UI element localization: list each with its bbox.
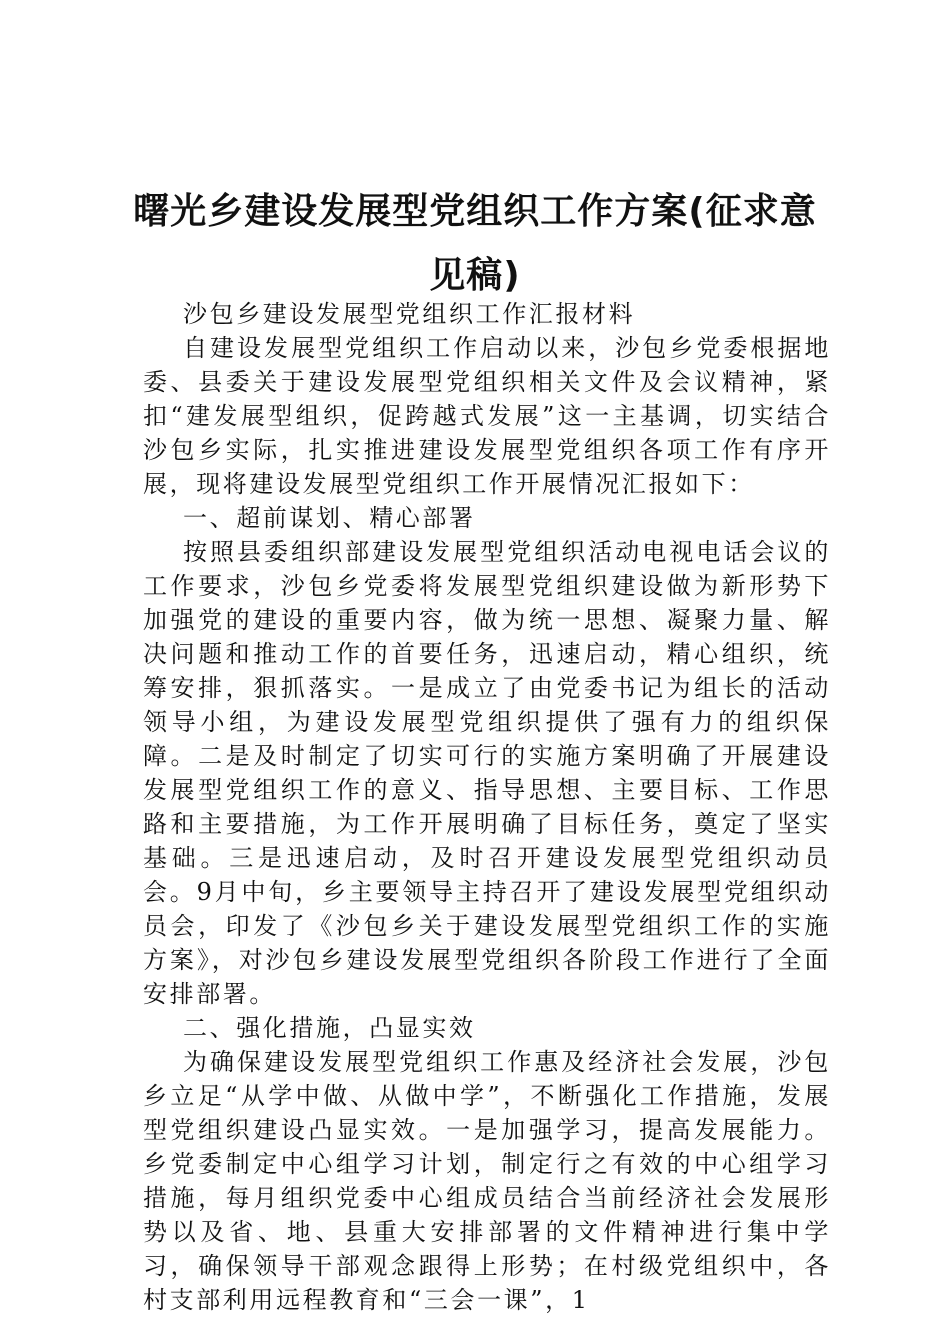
report-subtitle: 沙包乡建设发展型党组织工作汇报材料 (183, 300, 636, 328)
body-paragraph: 按照县委组织部建设发展型党组织活动电视电话会议的工作要求，沙包乡党委将发展型党组织建设做为新形势下加强党的建设的重要内容，做为统一思想、凝聚力量、解决问题和推动工作的首要任务，迅速启动，精心组织，统筹安排，狠抓落实。一是成立了由党委书记为组长的活动领导小组，为建设发展型党组织提供了强有力的组织保障。二是及时制定了切实可行的实施方案明确了开展建设发展型党组织工作的意义、指导思想、主要目标、工作思路和主要措施，为工作开展明确了目标任务，奠定了坚实基础。三是迅速启动，及时召开建设发展型党组织动员会。9月中旬，乡主要领导主持召开了建设发展型党组织动员会，印发了《沙包乡关于建设发展型党组织工作的实施方案》，对沙包乡建设发展型党组织各阶段工作进行了全面安排部署。 (143, 538, 831, 1008)
section-heading: 一、超前谋划、精心部署 (183, 504, 476, 532)
document-body (143, 297, 831, 1317)
document-title: 曙光乡建设发展型党组织工作方案(征求意见稿) (133, 191, 817, 296)
body-paragraph: 为确保建设发展型党组织工作惠及经济社会发展，沙包乡立足“从学中做、从做中学”，不断强化工作措施，发展型党组织建设凸显实效。一是加强学习，提高发展能力。乡党委制定中心组学习计划，制定行之有效的中心组学习措施，每月组织党委中心组成员结合当前经济社会发展形势以及省、地、县重大安排部署的文件精神进行集中学习，确保领导干部观念跟得上形势；在村级党组织中，各村支部利用远程教育和“三会一课”，1 (143, 1048, 831, 1314)
body-paragraph: 自建设发展型党组织工作启动以来，沙包乡党委根据地委、县委关于建设发展型党组织相关文件及会议精神，紧扣“建发展型组织，促跨越式发展”这一主基调，切实结合沙包乡实际，扎实推进建设发展型党组织各项工作有序开展，现将建设发展型党组织工作开展情况汇报如下： (143, 334, 831, 498)
section-heading: 二、强化措施，凸显实效 (183, 1014, 476, 1042)
